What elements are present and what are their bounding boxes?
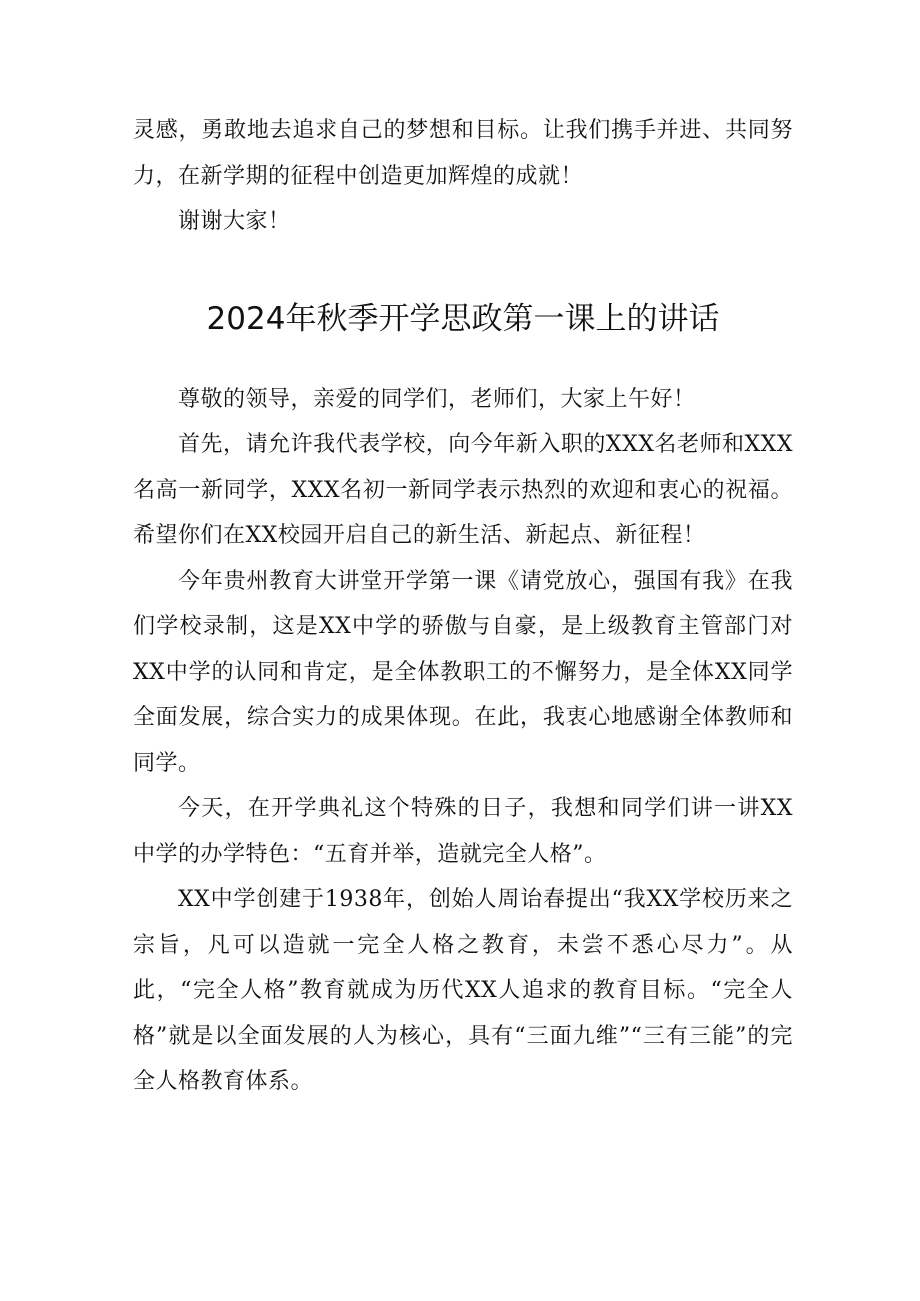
speech-title: 2024年秋季开学思政第一课上的讲话 [206, 300, 720, 337]
greeting-paragraph: 尊敬的领导，亲爱的同学们，老师们，大家上午好！ [178, 386, 696, 412]
lecture-paragraph: 今年贵州教育大讲堂开学第一课《请党放心，强国有我》在我们学校录制，这是XX中学的骄傲与自豪，是上级教育主管部门对XX中学的认同和肯定，是全体教职工的不懈努力，是全体XX同学全面发展，综合实力的成果体现。在此，我衷心地感谢全体教师和同学。 [133, 568, 793, 776]
closing-thanks: 谢谢大家！ [178, 209, 291, 234]
history-paragraph: XX中学创建于1938年，创始人周诒春提出“我XX学校历来之宗旨，凡可以造就一完全人格之教育，未尝不悉心尽力”。从此，“完全人格”教育就成为历代XX人追求的教育目标。“完全人格”就是以全面发展的人为核心，具有“三面九维”“三有三能”的完全人格教育体系。 [133, 887, 793, 1094]
continued-paragraph: 灵感，勇敢地去追求自己的梦想和目标。让我们携手并进、共同努力，在新学期的征程中创造更加辉煌的成就！ [133, 118, 793, 189]
welcome-paragraph: 首先，请允许我代表学校，向今年新入职的XXX名老师和XXX名高一新同学，XXX名初一新同学表示热烈的欢迎和衷心的祝福。希望你们在XX校园开启自己的新生活、新起点、新征程！ [133, 432, 793, 548]
document-page [133, 108, 793, 1105]
feature-paragraph: 今天，在开学典礼这个特殊的日子，我想和同学们讲一讲XX中学的办学特色：“五育并举，造就完全人格”。 [133, 796, 793, 867]
